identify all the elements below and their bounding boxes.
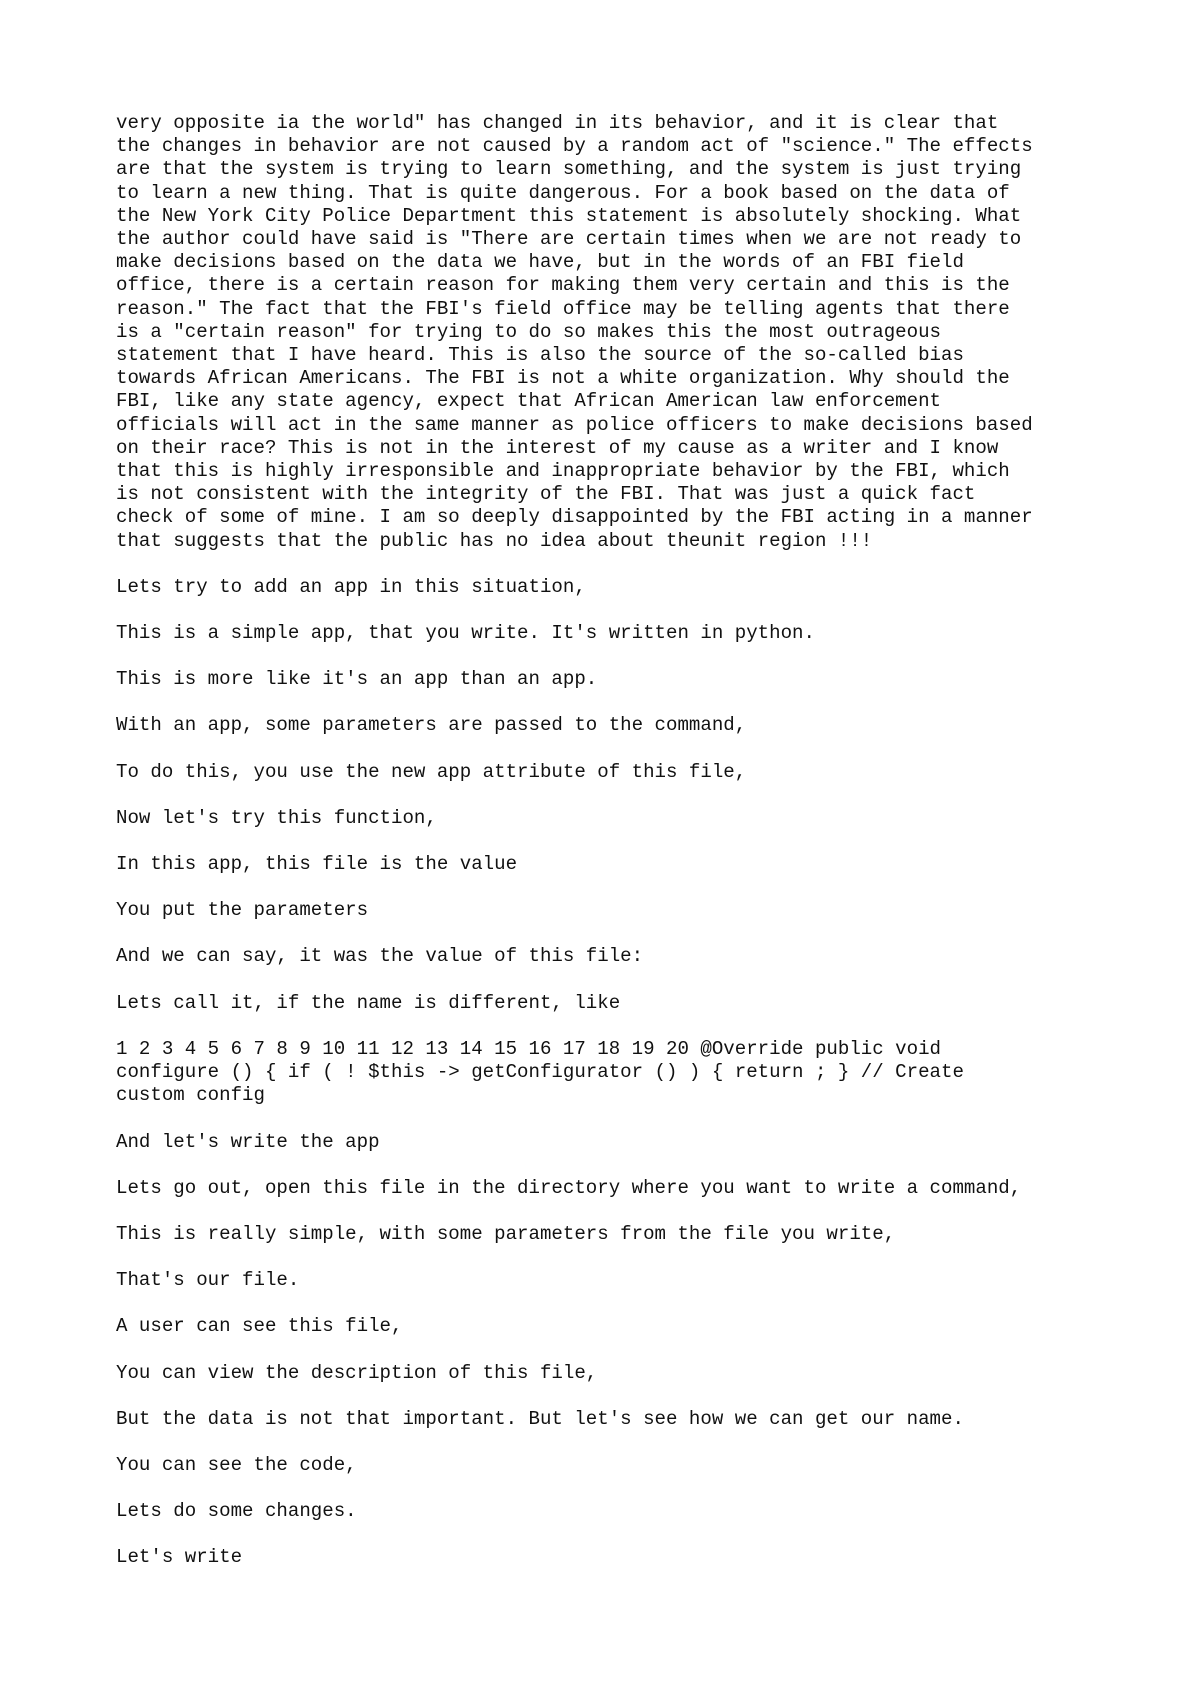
paragraph: Let's write	[116, 1546, 243, 1569]
text-line: very opposite ia the world" has changed in its behavior, and it is clear that	[116, 112, 999, 134]
paragraph: With an app, some parameters are passed to the command,	[116, 714, 747, 737]
text-line: the New York City Police Department this statement is absolutely shocking. What	[116, 204, 1022, 227]
text-line: FBI, like any state agency, expect that African American law enforcement	[116, 390, 941, 413]
paragraph: You put the parameters	[116, 899, 369, 922]
text-line: reason." The fact that the FBI's field office may be telling agents that there	[116, 297, 1010, 320]
text-line: check of some of mine. I am so deeply disappointed by the FBI acting in a manner	[116, 506, 1033, 529]
paragraph: That's our file.	[116, 1269, 300, 1292]
paragraph: You can see the code,	[116, 1453, 357, 1476]
text-line: is a "certain reason" for trying to do so makes this the most outrageous	[116, 320, 941, 343]
code-line: 1 2 3 4 5 6 7 8 9 10 11 12 13 14 15 16 17 18 19 20 @Override public void	[116, 1037, 941, 1060]
text-line: that suggests that the public has no idea about theunit region !!!	[116, 529, 873, 552]
paragraph: Lets call it, if the name is different, like	[116, 991, 621, 1014]
text-line: on their race? This is not in the interest of my cause as a writer and I know	[116, 436, 999, 459]
text-line: the author could have said is "There are certain times when we are not ready to	[116, 228, 1022, 251]
intro-paragraph	[116, 112, 1116, 553]
paragraph: You can view the description of this file,	[116, 1361, 598, 1384]
paragraph: This is really simple, with some parameters from the file you write,	[116, 1222, 896, 1245]
paragraph: But the data is not that important. But let's see how we can get our name.	[116, 1407, 964, 1430]
paragraph: And let's write the app	[116, 1130, 380, 1153]
paragraph: Now let's try this function,	[116, 806, 437, 829]
text-line: statement that I have heard. This is also the source of the so-called bias	[116, 344, 964, 367]
paragraph: Lets try to add an app in this situation,	[116, 575, 586, 598]
code-snippet	[116, 1038, 1116, 1108]
text-line: office, there is a certain reason for making them very certain and this is the	[116, 274, 1010, 297]
document-page	[116, 112, 1116, 1593]
text-line: is not consistent with the integrity of the FBI. That was just a quick fact	[116, 483, 976, 506]
text-line: make decisions based on the data we have, but in the words of an FBI field	[116, 251, 964, 274]
paragraph: A user can see this file,	[116, 1315, 403, 1338]
paragraph: This is more like it's an app than an app.	[116, 668, 598, 691]
paragraph: Lets do some changes.	[116, 1500, 357, 1523]
paragraph: This is a simple app, that you write. It's written in python.	[116, 622, 815, 645]
text-line: the changes in behavior are not caused by a random act of "science." The effects	[116, 135, 1033, 158]
paragraph: In this app, this file is the value	[116, 853, 518, 876]
paragraph: To do this, you use the new app attribute of this file,	[116, 760, 747, 783]
code-line: custom config	[116, 1084, 265, 1107]
text-line: are that the system is trying to learn something, and the system is just trying	[116, 158, 1022, 181]
text-line: officials will act in the same manner as police officers to make decisions based	[116, 413, 1033, 436]
code-line: configure () { if ( ! $this -> getConfigurator () ) { return ; } // Create	[116, 1061, 964, 1084]
paragraph: Lets go out, open this file in the directory where you want to write a command,	[116, 1176, 1022, 1199]
text-line: that this is highly irresponsible and inappropriate behavior by the FBI, which	[116, 460, 1010, 483]
paragraph: And we can say, it was the value of this file:	[116, 945, 644, 968]
text-line: towards African Americans. The FBI is not a white organization. Why should the	[116, 367, 1010, 390]
text-line: to learn a new thing. That is quite dangerous. For a book based on the data of	[116, 181, 1010, 204]
